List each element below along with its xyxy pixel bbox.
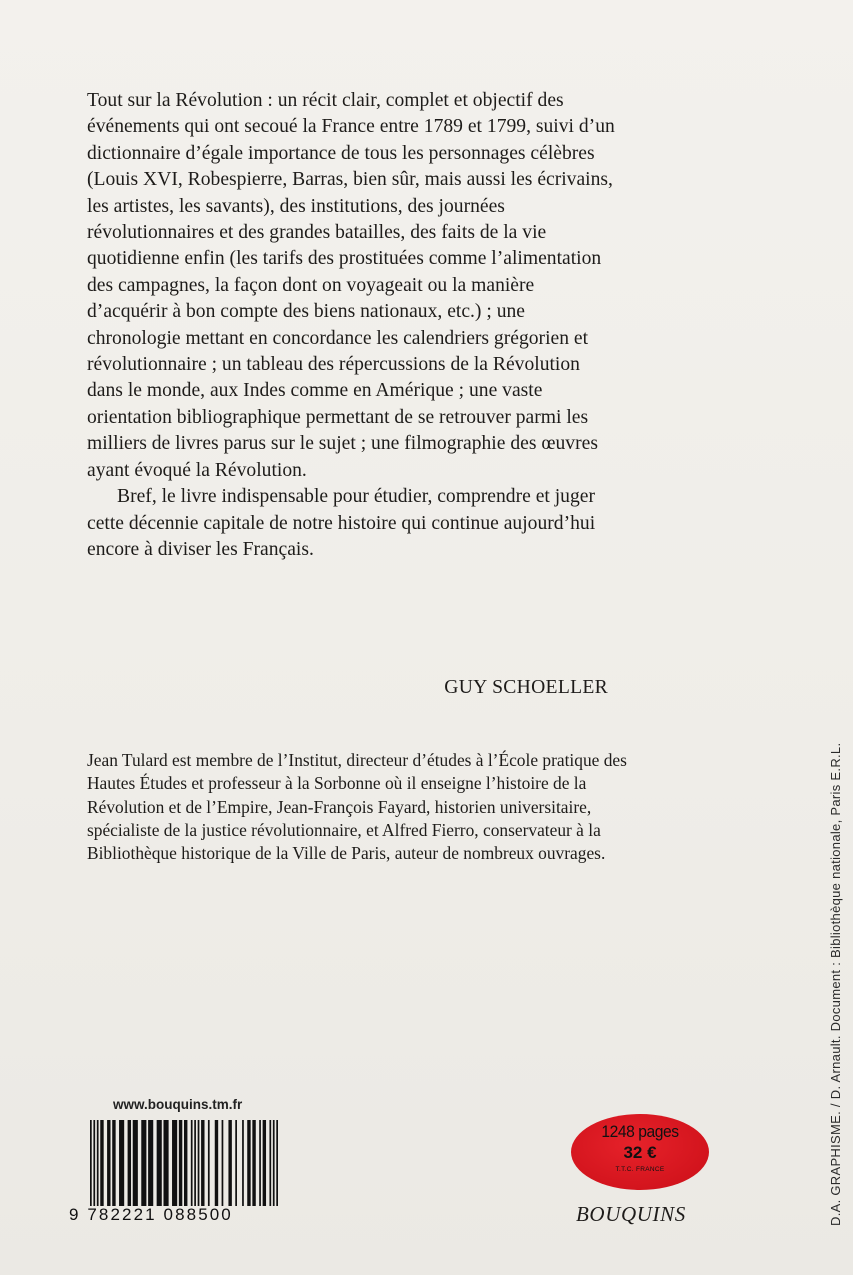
barcode-bar — [133, 1120, 138, 1206]
image-credits: D.A. GRAPHISME. / D. Arnault. Document : Bibliothèque nationale, Paris E.R.L. — [828, 742, 843, 1226]
barcode-bar — [235, 1120, 237, 1206]
barcode-bar — [198, 1120, 200, 1206]
blurb — [87, 88, 617, 563]
barcode-bar — [119, 1120, 124, 1206]
price-badge — [571, 1114, 709, 1190]
barcode-bar — [172, 1120, 177, 1206]
website-url: www.bouquins.tm.fr — [113, 1097, 243, 1112]
price-note: T.T.C. FRANCE — [615, 1166, 665, 1173]
barcode-bar — [107, 1120, 110, 1206]
barcode-bar — [141, 1120, 146, 1206]
blurb-paragraph-2: Bref, le livre indispensable pour étudier, comprendre et juger cette décennie capitale de notre histoire qui continue aujourd’hui encore à diviser les Français. — [87, 486, 596, 560]
blurb-signature: GUY SCHOELLER — [444, 677, 608, 698]
barcode-bar — [93, 1120, 95, 1206]
barcode-bar — [194, 1120, 196, 1206]
barcode-bar — [269, 1120, 271, 1206]
barcode-bar — [90, 1120, 92, 1206]
barcode-bar — [208, 1120, 210, 1206]
barcode-bar — [157, 1120, 162, 1206]
barcode-bar — [112, 1120, 115, 1206]
barcode-bar — [215, 1120, 218, 1206]
barcode-bar — [100, 1120, 103, 1206]
publisher-logo: BOUQUINS — [576, 1202, 686, 1226]
barcode-bar — [263, 1120, 266, 1206]
barcode — [90, 1120, 278, 1206]
barcode-bar — [259, 1120, 261, 1206]
barcode-bar — [242, 1120, 244, 1206]
barcode-bar — [191, 1120, 193, 1206]
price: 32 € — [623, 1143, 657, 1162]
barcode-bar — [228, 1120, 231, 1206]
page-count: 1248 pages — [601, 1122, 679, 1141]
barcode-bar — [222, 1120, 224, 1206]
barcode-bar — [201, 1120, 204, 1206]
barcode-bar — [273, 1120, 275, 1206]
barcode-bar — [163, 1120, 168, 1206]
barcode-bar — [247, 1120, 250, 1206]
barcode-bar — [276, 1120, 278, 1206]
authors-bio — [87, 749, 627, 865]
barcode-bar — [97, 1120, 99, 1206]
authors-bio-text: Jean Tulard est membre de l’Institut, directeur d’études à l’École pratique des Hautes Études et professeur à la Sorbonne où il enseigne l’histoire de la Révolution et de l’Empire, Jean-François Fayard, historien universitaire, spécialiste de la justice révolutionnaire, et Alfred Fierro, conservateur à la Bibliothèque historique de la Ville de Paris, auteur de nombreux ouvrages. — [87, 750, 627, 864]
barcode-bar — [179, 1120, 182, 1206]
barcode-bar — [148, 1120, 153, 1206]
barcode-bar — [128, 1120, 131, 1206]
barcode-bar — [184, 1120, 187, 1206]
barcode-bar — [252, 1120, 255, 1206]
isbn-number: 9 782221 088500 — [69, 1205, 233, 1224]
blurb-paragraph-1: Tout sur la Révolution : un récit clair, complet et objectif des événements qui ont secoué la France entre 1789 et 1799, suivi d’un dictionnaire d’égale importance de tous les personnages célèbres (Louis XVI, Robespierre, Barras, bien sûr, mais aussi les écrivains, les artistes, les savants), des institutions, des journées révolutionnaires et des grandes batailles, des faits de la vie quotidienne enfin (les tarifs des prostituées comme l’alimentation des campagnes, la façon dont on voyageait ou la manière d’acquérir à bon compte des biens nationaux, etc.) ; une chronologie mettant en concordance les calendriers grégorien et révolutionnaire ; un tableau des répercussions de la Révolution dans le monde, aux Indes comme en Amérique ; une vaste orientation bibliographique permettant de se retrouver parmi les milliers de livres parus sur le sujet ; une filmographie des œuvres ayant évoqué la Révolution. — [87, 90, 615, 481]
